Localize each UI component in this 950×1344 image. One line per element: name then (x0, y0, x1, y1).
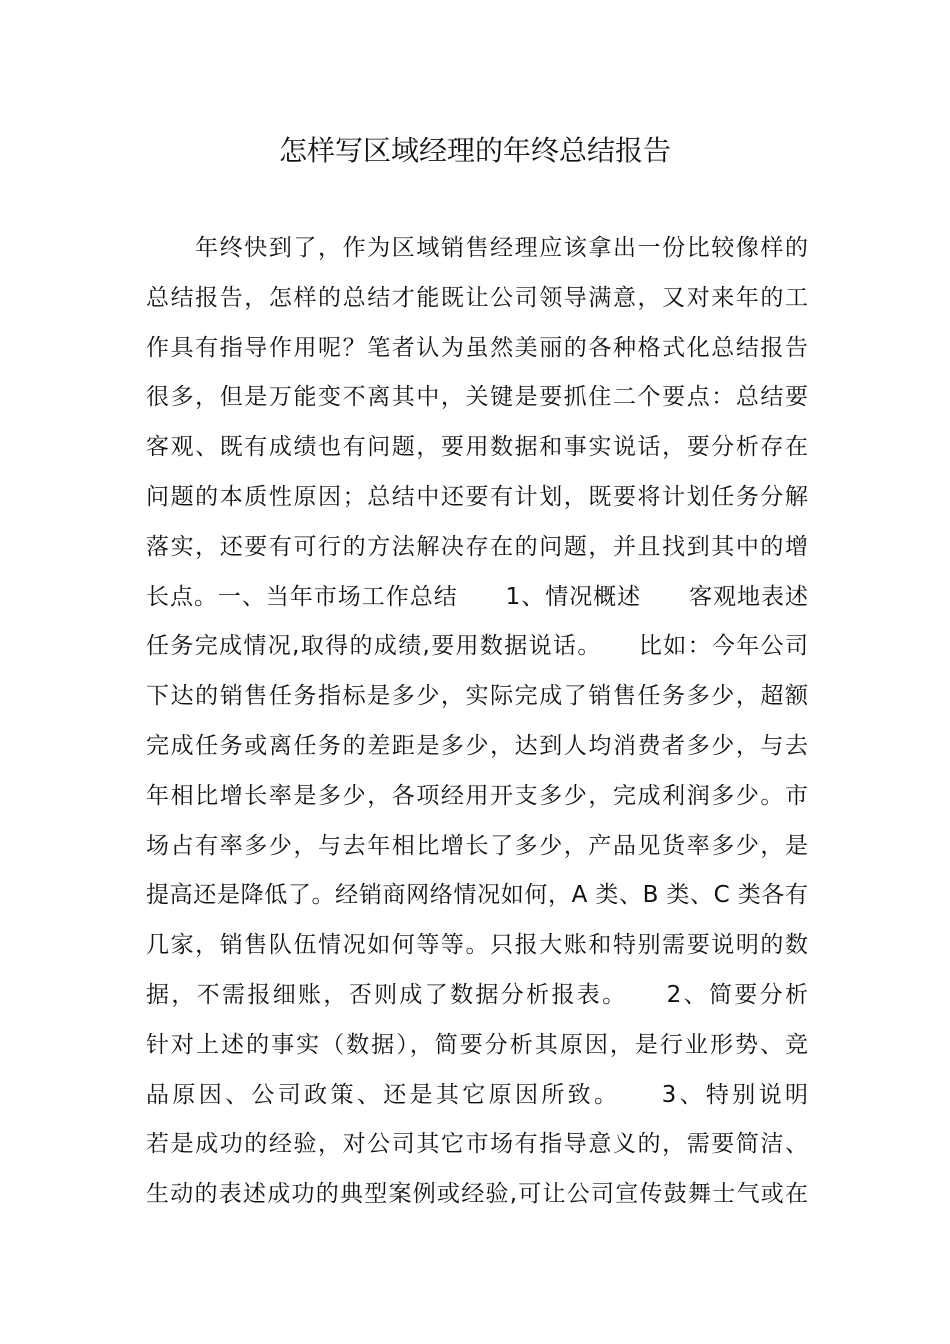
body-line: 年终快到了，作为区域销售经理应该拿出一份比较像样的 (146, 235, 808, 261)
body-line: 作具有指导作用呢？笔者认为虽然美丽的各种格式化总结报告 (146, 334, 808, 361)
body-line: 下达的销售任务指标是多少，实际完成了销售任务多少，超额 (146, 683, 808, 710)
body-line: 据，不需报细账，否则成了数据分析报表。 2、简要分析 (146, 981, 808, 1008)
body-line: 问题的本质性原因；总结中还要有计划，既要将计划任务分解 (146, 483, 808, 510)
document-body (146, 224, 808, 1220)
body-line: 若是成功的经验，对公司其它市场有指导意义的，需要简洁、 (146, 1131, 808, 1158)
body-line: 总结报告，怎样的总结才能既让公司领导满意，又对来年的工 (146, 284, 808, 311)
body-line: 任务完成情况,取得的成绩,要用数据说话。 比如：今年公司 (146, 633, 808, 660)
body-line: 客观、既有成绩也有问题，要用数据和事实说话，要分析存在 (146, 434, 808, 461)
body-line: 很多，但是万能变不离其中，关键是要抓住二个要点：总结要 (146, 384, 808, 411)
body-line: 场占有率多少，与去年相比增长了多少，产品见货率多少，是 (146, 832, 808, 859)
body-line: 生动的表述成功的典型案例或经验,可让公司宣传鼓舞士气或在 (146, 1181, 808, 1208)
body-line: 落实，还要有可行的方法解决存在的问题，并且找到其中的增 (146, 533, 808, 560)
body-line: 几家，销售队伍情况如何等等。只报大账和特别需要说明的数 (146, 932, 808, 959)
body-line: 品原因、公司政策、还是其它原因所致。 3、特别说明 (146, 1081, 808, 1108)
document-title: 怎样写区域经理的年终总结报告 (278, 134, 671, 167)
body-line: 完成任务或离任务的差距是多少，达到人均消费者多少，与去 (146, 732, 808, 759)
body-line: 年相比增长率是多少，各项经用开支多少，完成利润多少。市 (146, 782, 808, 809)
body-line: 提高还是降低了。经销商网络情况如何，A 类、B 类、C 类各有 (146, 882, 808, 909)
body-line: 针对上述的事实（数据），简要分析其原因，是行业形势、竞 (146, 1031, 808, 1058)
body-line: 长点。一、当年市场工作总结 1、情况概述 客观地表述 (146, 583, 808, 610)
